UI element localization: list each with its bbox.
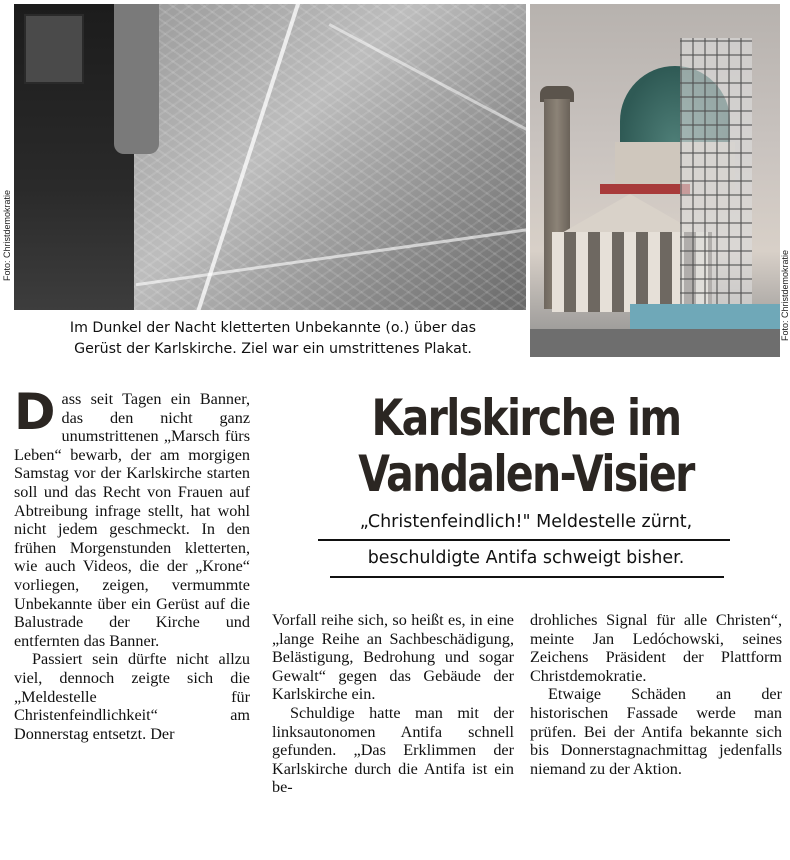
photo-credit-left: Foto: Christdemokratie	[2, 190, 12, 282]
col1-paragraph-2: Passiert sein dürfte nicht allzu viel, dennoch zeigte sich die „Meldestelle für Christenfeindlichkeit“ am Donnerstag entsetzt. Der	[14, 650, 250, 743]
church-scaffold	[680, 38, 752, 308]
article-column-3	[530, 611, 782, 778]
col2-paragraph-2: Schuldige hatte man mit der linksautonomen Antifa schnell gefunden. „Das Erklimmen der Karlskirche durch die Antifa ist ein be-	[272, 703, 514, 797]
climber-leg	[114, 4, 159, 154]
photo-credit-right: Foto: Christdemokratie	[780, 250, 790, 342]
headline-line-2: Vandalen-Visier	[358, 445, 694, 503]
church-banner	[600, 184, 690, 194]
photo-container-box	[24, 14, 84, 84]
article-headline	[355, 390, 696, 502]
subhead-rule-2	[330, 576, 724, 578]
article-column-2	[272, 611, 514, 797]
subhead-rule-1	[318, 539, 730, 541]
church-forecourt	[530, 329, 780, 357]
subheadline-line-2: beschuldigte Antifa schweigt bisher.	[367, 548, 685, 568]
drop-cap: D	[14, 383, 56, 441]
col1-paragraph-1-text: ass seit Tagen ein Banner, das den nicht ganz unumstrittenen „Marsch fürs Leben“ bewarb, der am morgigen Samstag vor der Karlskirche starten soll und das Recht von Frauen auf Abtreibung infrage stellt, hat wohl nicht jedem geschmeckt. In den frühen Morgenstunden kletterten, wie auch Videos, die der „Krone“ vorliegen, zeigen, vermummte Unbekannte über ein Gerüst auf die Balustrade der Kirche und entfernten das Banner.	[14, 390, 250, 650]
col3-paragraph-1: drohliches Signal für alle Christen“, meinte Jan Ledóchowski, seines Zeichens Präsident der Plattform Christdemokratie.	[530, 611, 782, 685]
caption-line-1: Im Dunkel der Nacht kletterten Unbekannte (o.) über das	[69, 320, 477, 336]
scaffold-netting	[134, 4, 526, 310]
photo-caption	[18, 318, 528, 360]
headline-line-1: Karlskirche im	[371, 389, 681, 447]
col2-paragraph-1: Vorfall reihe sich, so heißt es, in eine „lange Reihe an Sachbeschädigung, Belästigung, Bedrohung und sogar Gewalt“ gegen das Gebäude der Karlskirche ein.	[272, 611, 514, 704]
caption-line-2: Gerüst der Karlskirche. Ziel war ein umstrittenes Plakat.	[74, 341, 472, 357]
subheadline-line-1: „Christenfeindlich!" Meldestelle zürnt,	[359, 512, 693, 532]
article-column-1	[14, 383, 250, 743]
col3-paragraph-2: Etwaige Schäden an der historischen Fassade werde man prüfen. Bei der Antifa bekannte sich bis Donnerstagnachmittag jedenfalls niemand zu der Aktion.	[530, 685, 782, 778]
church-pediment	[560, 194, 700, 234]
night-scaffold-photo	[14, 4, 526, 310]
col1-paragraph-1	[14, 383, 250, 650]
karlskirche-photo	[530, 4, 780, 357]
